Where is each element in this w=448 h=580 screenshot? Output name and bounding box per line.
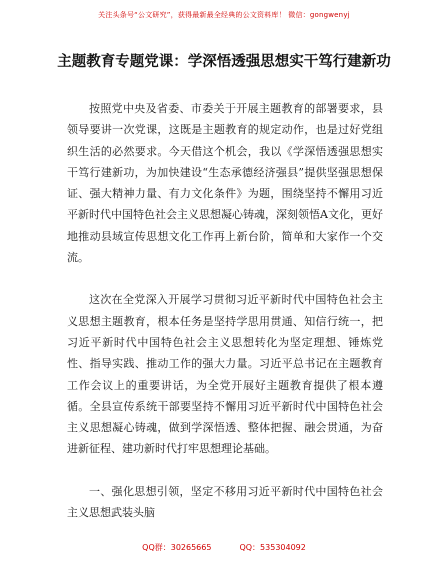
paragraph: 按照党中央及省委、市委关于开展主题教育的部署要求，县领导要讲一次党课，这既是主题教育的规定动作，也是过好党组织生活的必然要求。今天借这个机会，我以《学深悟透强思想实干笃行建新功，为加快建设“生态承德经济强县”提供坚强思想保证、强大精神力量、有力文化条件》为题，围绕坚持不懈用习近平新时代中国特色社会主义思想凝心铸魂，深刻领悟A文化，更好地推动县域宣传思想文化工作再上新台阶，简单和大家作一个交流。 (67, 102, 383, 265)
document-body (67, 98, 383, 523)
header-banner: 关注头条号“公文研究”，获得最新最全经典的公文资料库！ 微信：gongwenyj (98, 11, 350, 19)
footer-qq-group: QQ群：30265665 (142, 543, 212, 552)
document-title: 主题教育专题党课：学深悟透强思想实干笃行建新功 (57, 54, 391, 70)
paragraph: 这次在全党深入开展学习贯彻习近平新时代中国特色社会主义思想主题教育，根本任务是坚持学思用贯通、知信行统一，把习近平新时代中国特色社会主义思想转化为坚定理想、锤炼党性、指导实践、推动工作的强大力量。习近平总书记在主题教育工作会议上的重要讲话，为全党开展好主题教育提供了根本遵循。全县宣传系统干部要坚持不懈用习近平新时代中国特色社会主义思想凝心铸魂，做到学深悟透、整体把握、融会贯通，为奋进新征程、建功新时代打牢思想理论基础。 (67, 293, 383, 456)
footer-qq: QQ：535304092 (239, 543, 306, 552)
section-heading: 一、强化思想引领，坚定不移用习近平新时代中国特色社会主义思想武装头脑 (67, 484, 383, 520)
footer-contact (0, 542, 448, 553)
